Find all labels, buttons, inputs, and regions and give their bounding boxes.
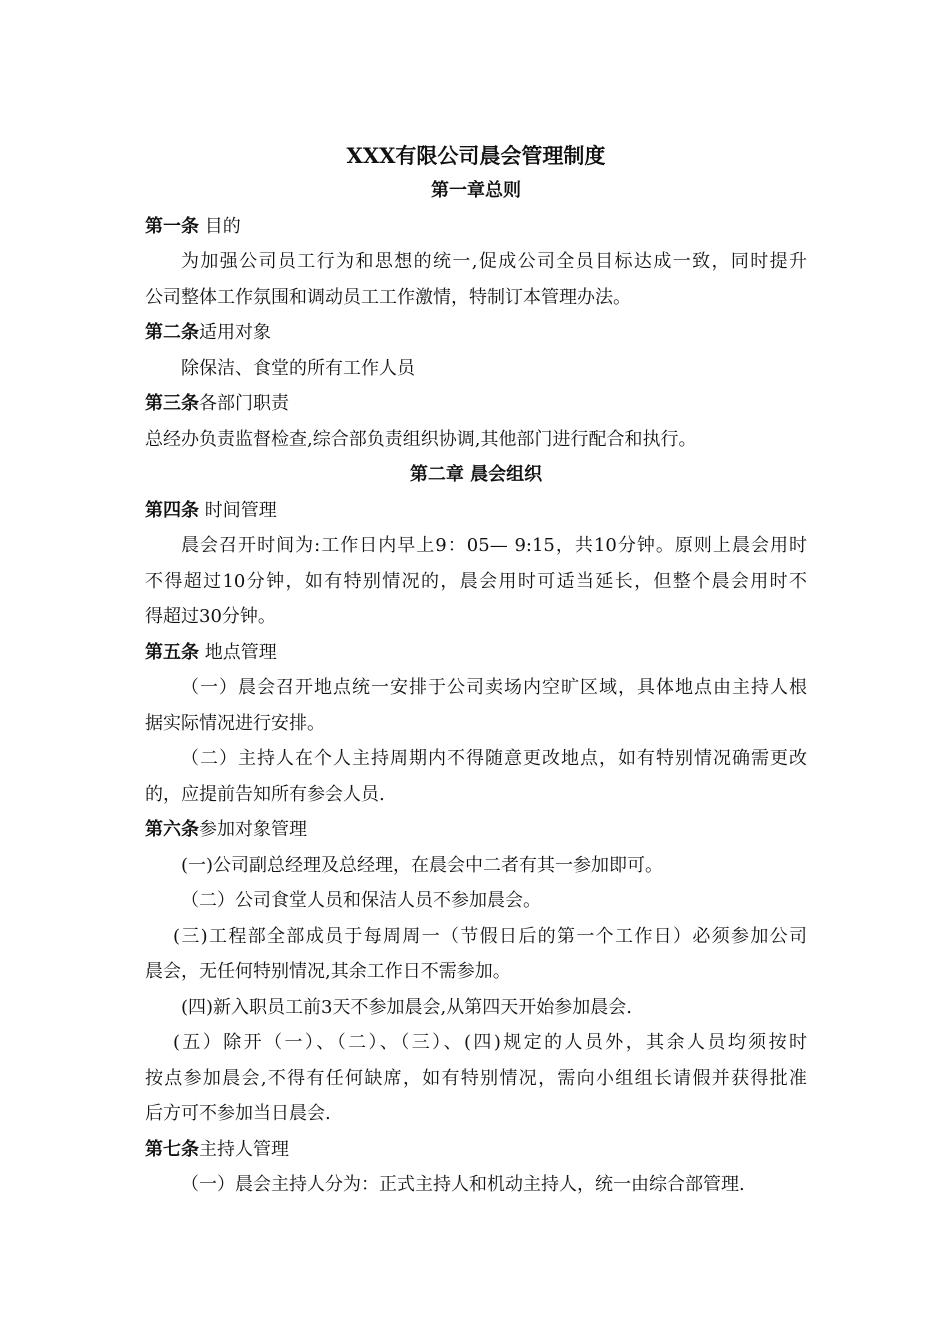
paragraph-line: 按点参加晨会,不得有任何缺席，如有特别情况，需向小组组长请假并获得批准 [145, 1067, 807, 1089]
document-title: XXX有限公司晨会管理制度 [346, 143, 606, 168]
document-page [145, 138, 807, 1203]
paragraph-line: (五）除开（一）、（二）、（三）、(四)规定的人员外，其余人员均须按时 [173, 1032, 807, 1053]
article-title: 地点管理 [199, 641, 277, 663]
article-number: 第四条 [145, 499, 199, 521]
article-number: 第六条 [145, 819, 199, 840]
article-title: 各部门职责 [199, 393, 289, 414]
article-title: 时间管理 [199, 499, 277, 521]
paragraph-line: 后方可不参加当日晨会. [145, 1103, 331, 1124]
paragraph-line: 除保洁、食堂的所有工作人员 [181, 357, 415, 379]
paragraph-line: 晨会，无任何特别情况,其余工作日不需参加。 [145, 961, 511, 982]
article-number: 第二条 [145, 322, 199, 343]
article-title: 参加对象管理 [199, 819, 307, 840]
paragraph-line: 晨会召开时间为:工作日内早上9：05— 9:15，共10分钟。原则上晨会用时 [181, 535, 807, 556]
paragraph-line: 的，应提前告知所有参会人员. [145, 783, 385, 805]
article-number: 第七条 [145, 1138, 199, 1160]
paragraph-line: 得超过30分钟。 [145, 606, 276, 627]
paragraph-line: （一）晨会主持人分为：正式主持人和机动主持人，统一由综合部管理. [181, 1174, 745, 1195]
paragraph-line: 总经办负责监督检查,综合部负责组织协调,其他部门进行配合和执行。 [145, 428, 697, 450]
paragraph-line: （二）主持人在个人主持周期内不得随意更改地点，如有特别情况确需更改 [181, 748, 807, 769]
article-number: 第一条 [145, 215, 199, 237]
article-number: 第五条 [145, 641, 199, 663]
paragraph-line: 据实际情况进行安排。 [145, 712, 325, 734]
article-number: 第三条 [145, 393, 199, 414]
paragraph-line: （一）晨会召开地点统一安排于公司卖场内空旷区域，具体地点由主持人根 [181, 677, 807, 698]
article-7-heading [145, 1132, 807, 1168]
paragraph-line: 不得超过10分钟，如有特别情况的，晨会用时可适当延长，但整个晨会用时不 [145, 570, 807, 592]
paragraph-line: 为加强公司员工行为和思想的统一,促成公司全员目标达成一致，同时提升 [181, 251, 807, 272]
paragraph-line: （二）公司食堂人员和保洁人员不参加晨会。 [181, 890, 541, 911]
paragraph-line: (一)公司副总经理及总经理，在晨会中二者有其一参加即可。 [181, 854, 664, 876]
chapter-1-heading: 第一章总则 [431, 180, 521, 201]
article-title: 主持人管理 [199, 1138, 289, 1160]
article-6-heading [145, 812, 807, 848]
paragraph-line: (三)工程部全部成员于每周周一（节假日后的第一个工作日）必须参加公司 [173, 925, 807, 947]
article-4-heading [145, 493, 807, 529]
chapter-2-heading: 第二章 晨会组织 [409, 464, 543, 485]
article-3-heading [145, 386, 807, 422]
article-5-heading [145, 635, 807, 671]
article-title: 适用对象 [199, 322, 271, 343]
article-2-heading [145, 315, 807, 351]
article-title: 目的 [199, 215, 241, 237]
paragraph-line: 公司整体工作氛围和调动员工工作激情，特制订本管理办法。 [145, 286, 631, 308]
article-1-heading [145, 209, 807, 245]
paragraph-line: (四)新入职员工前3天不参加晨会,从第四天开始参加晨会. [181, 996, 632, 1018]
